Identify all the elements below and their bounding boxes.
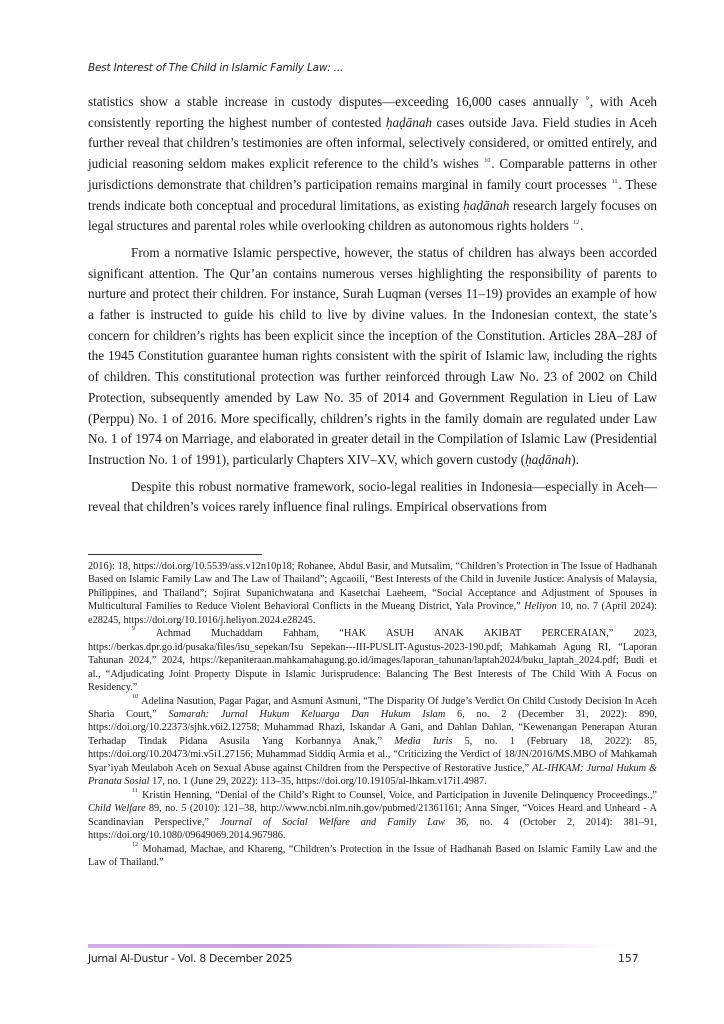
term-hadanah: ḥaḍānah [463, 197, 510, 213]
footnote-separator [88, 554, 262, 555]
footnote-continuation: 2016): 18, https://doi.org/10.5539/ass.v12n10p18; Rohanee, Abdul Basir, and Mutsalim, “Children’s Protection in The Issue of Hadhanah Based on Islamic Family Law and The Law of Thailand”; Agcaoili, “Best Interests of the Child in Juvenile Justice: Analysis of Malaysia, Philippines, and Thailand”; Sojirat Supanichwatana and Kasetchai Laeheem, “Social Acceptance and Adjustment of Spouses in Multicultural Families to Reduce Violent Behavioral Conflicts in the Mueang District, Yala Province,” Heliyon 10, no. 7 (April 2024): e28245, https://doi.org/10.1016/j.heliyon.2024.e28245. [88, 561, 657, 626]
paragraph-1: statistics show a stable increase in custody disputes—exceeding 16,000 cases annually $^9$, with Aceh consistently reporting the highest number of contested ḥaḍānah cases outside Java. Field studies in Aceh further reveal that children’s testimonies are often informal, selectively considered, or omitted entirely, and judicial reasoning seldom makes explicit reference to the child’s wishes $^{10}$. Comparable patterns in other jurisdictions demonstrate that children’s participation remains marginal in family court processes $^{11}$. These trends indicate both conceptual and procedural limitations, as existing ḥaḍānah research largely focuses on legal structures and parental roles while overlooking children as autonomous rights holders $^{12}$. [88, 94, 657, 234]
paragraph-2: From a normative Islamic perspective, however, the status of children has always been accorded significant attention. The Qur’an contains numerous verses highlighting the responsibility of parents to nurture and protect their children. For instance, Surah Luqman (verses 11–19) provides an example of how a father is instructed to guide his child to live by divine values. In the Indonesian context, the state’s concern for children’s rights has been explicit since the inception of the Constitution. Articles 28A–28J of the 1945 Constitution guarantee human rights consistent with the spirit of Islamic law, including the rights of children. This constitutional protection was further reinforced through Law No. 23 of 2002 on Child Protection, subsequently amended by Law No. 35 of 2014 and Government Regulation in Lieu of Law (Perppu) No. 1 of 2016. More specifically, children’s rights in the family domain are regulated under Law No. 1 of 1974 on Marriage, and elaborated in greater detail in the Compilation of Islamic Law (Presidential Instruction No. 1 of 1991), particularly Chapters XIV–XV, which govern custody (ḥaḍānah). [88, 244, 657, 467]
footnote-ref-10[interactable]: 10 [484, 158, 491, 165]
term-hadanah: ḥaḍānah [385, 114, 433, 130]
footnote-ref-12[interactable]: 12 [573, 220, 580, 227]
footnote-ref-11[interactable]: 11 [611, 178, 618, 185]
main-body-text [88, 92, 657, 518]
footnote-11: $^{11}$ Kristin Henning, “Denial of the Child’s Right to Counsel, Voice, and Participation in Juvenile Delinquency Proceedings.,” Child Welfare 89, no. 5 (2010): 121–38, http://www.ncbi.nlm.nih.gov/pubmed/21361161; Anna Singer, “Voices Heard and Unheard - A Scandinavian Perspective,” Journal of Social Welfare and Family Law 36, no. 4 (October 2, 2014): 381–91, https://doi.org/10.1080/09649069.2014.967986. [88, 787, 657, 842]
footnote-12: $^{12}$ Mohamad, Machae, and Khareng, “Children’s Protection in the Issue of Hadhanah Based on Islamic Family Law and the Law of Thailand.” [88, 841, 657, 868]
footnotes-section [88, 560, 657, 869]
footnote-9: $^9$ Achmad Muchaddam Fahham, “HAK ASUH ANAK AKIBAT PERCERAIAN,” 2023, https://berkas.dpr.go.id/pusaka/files/isu_sepekan/Isu Sepekan---III-PUSLIT-Agustus-2023-190.pdf; Mahkamah Agung RI, “Laporan Tahunan 2024,” 2024, https://kepaniteraan.mahkamahagung.go.id/images/laporan_tahunan/laptah2024/buku_laptah_2024.pdf; Budi et al., “Adjudicating Joint Property Dispute in Islamic Jurisprudence: Balancing The Best Interests of The Child With A Focus on Residency.” [88, 626, 657, 694]
footer-journal-info: Jurnal Al-Dustur - Vol. 8 December 2025 [88, 952, 293, 965]
footnote-10: $^{10}$ Adelina Nasution, Pagar Pagar, and Asmuni Asmuni, “The Disparity Of Judge’s Verdict On Child Custody Decision In Aceh Sharia Court,” Samarah: Jurnal Hukum Keluarga Dan Hukum Islam 6, no. 2 (December 31, 2022): 890, https://doi.org/10.22373/sjhk.v6i2.12758; Muhammad Rhazi, Iskandar A Gani, and Dahlan Dahlan, “Kewenangan Penerapan Aturan Terhadap Tindak Pidana Asusila Yang Korbannya Anak,” Media Iuris 5, no. 1 (February 18, 2022): 85, https://doi.org/10.20473/mi.v5i1.27156; Muhammad Siddiq Armia et al., “Criticizing the Verdict of 18/JN/2016/MS.MBO of Mahkamah Syar’iyah Meulaboh Aceh on Sexual Abuse against Children from the Perspective of Restorative Justice,” AL-IHKAM: Jurnal Hukum & Pranata Sosial 17, no. 1 (June 29, 2022): 113–35, https://doi.org/10.19105/al-lhkam.v17i1.4987. [88, 693, 657, 788]
term-hadanah: ḥaḍānah [525, 451, 572, 467]
footnote-ref-9[interactable]: 9 [585, 96, 589, 102]
paragraph-3: Despite this robust normative framework, socio-legal realities in Indonesia—especially in Aceh—reveal that children’s voices rarely influence final rulings. Empirical observations from [88, 478, 657, 515]
footer-accent-bar [88, 944, 616, 948]
page-number: 157 [618, 952, 639, 965]
running-header: Best Interest of The Child in Islamic Family Law: ... [88, 62, 344, 74]
